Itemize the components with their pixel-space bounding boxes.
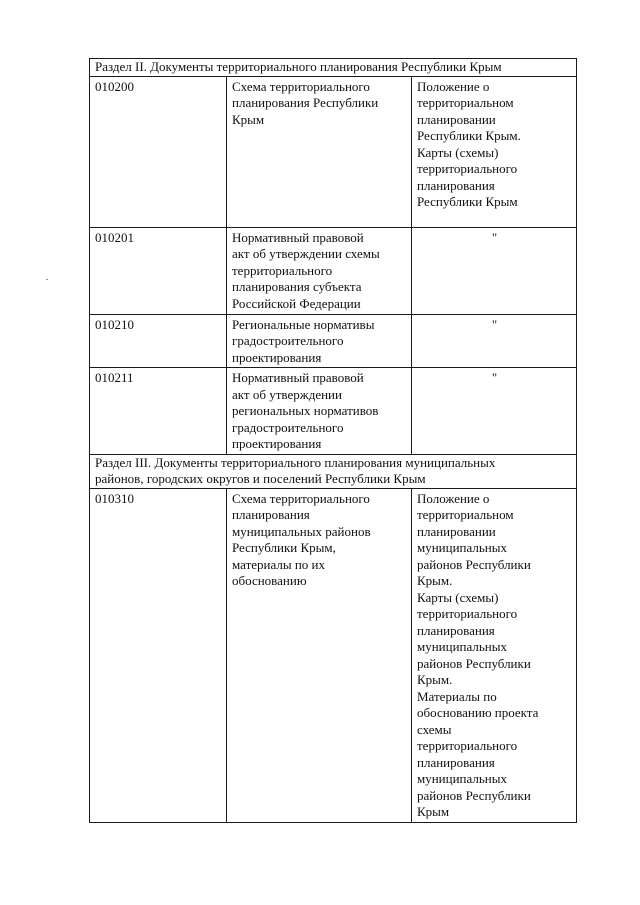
section-header-row <box>90 59 577 77</box>
document-name: Схема территориального планирования Республики Крым <box>227 76 412 227</box>
section-header-row <box>90 454 577 488</box>
table-row <box>90 488 577 822</box>
document-code: 010200 <box>90 76 227 227</box>
table-row <box>90 314 577 368</box>
ditto-mark: " <box>412 314 577 368</box>
document-content: Положение о территориальном планировании Республики Крым. Карты (схемы) территориального планирования Республики Крым <box>412 76 577 227</box>
section-title: Раздел II. Документы территориального планирования Республики Крым <box>90 59 577 77</box>
document-name: Схема территориального планирования муниципальных районов Республики Крым, материалы по их обоснованию <box>227 488 412 822</box>
section-title: Раздел III. Документы территориального планирования муниципальных районов, городских округов и поселений Республики Крым <box>90 454 577 488</box>
document-name: Региональные нормативы градостроительного проектирования <box>227 314 412 368</box>
table-row <box>90 76 577 227</box>
ditto-mark: " <box>412 368 577 455</box>
document-code: 010210 <box>90 314 227 368</box>
document-content: Положение о территориальном планировании муниципальных районов Республики Крым. Карты (схемы) территориального планирования муниципальных районов Республики Крым. Материалы по обоснованию проекта схемы территориального планирования муниципальных районов Республики Крым <box>412 488 577 822</box>
document-name: Нормативный правовой акт об утверждении региональных нормативов градостроительного проектирования <box>227 368 412 455</box>
document-code: 010201 <box>90 227 227 314</box>
document-code: 010211 <box>90 368 227 455</box>
table-row <box>90 227 577 314</box>
ditto-mark: " <box>412 227 577 314</box>
document-code: 010310 <box>90 488 227 822</box>
table-row <box>90 368 577 455</box>
document-name: Нормативный правовой акт об утверждении схемы территориального планирования субъекта Российской Федерации <box>227 227 412 314</box>
margin-mark <box>46 279 48 280</box>
document-table <box>89 58 577 823</box>
